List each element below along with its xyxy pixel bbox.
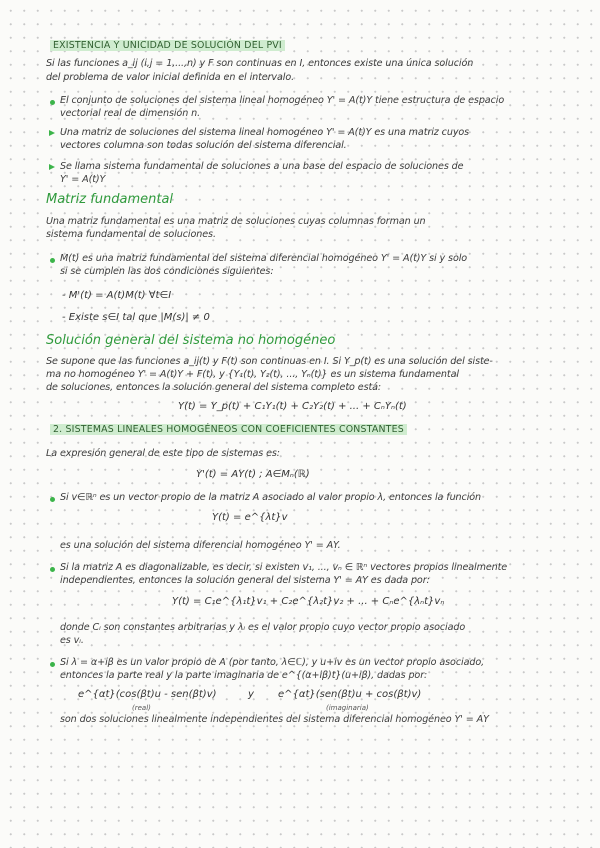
diag-line-2: independientes, entonces la solución general del sistema Y' = AY es dada por:	[60, 575, 430, 586]
diag-after-2: es vᵢ.	[60, 635, 84, 646]
complex-line-1: Si λ = α+iβ es un valor propio de A (por tanto, λ∈ℂ), y u+iv es un vector propio asociado,	[60, 657, 485, 668]
eig-after: es una solución del sistema diferencial homogéneo Y' = AY.	[60, 540, 341, 551]
label-real: (real)	[132, 704, 151, 712]
label-imaginaria: (imaginaria)	[326, 704, 369, 712]
p3-line-2: Y' = A(t)Y	[60, 174, 106, 185]
sec2-equation: Y'(t) = AY(t) ; A∈Mₙ(ℝ)	[196, 469, 310, 480]
complex-line-2: entonces la parte real y la parte imaginaria de e^{(α+iβ)t}(u+iβ), dadas por:	[60, 670, 428, 681]
diag-equation: Y(t) = C₁e^{λ₁t}v₁ + C₂e^{λ₂t}v₂ + ... + Cₙe^{λₙt}vₙ	[172, 596, 445, 607]
eig-line: Si v∈ℝⁿ es un vector propio de la matriz A asociado al valor propio λ, entonces la función	[60, 492, 482, 503]
eig-equation: Y(t) = e^{λt}v	[212, 512, 288, 523]
matriz-cond-line-2: si se cumplen las dos condiciones siguientes:	[60, 266, 274, 277]
bullet-icon	[50, 567, 55, 572]
complex-final: son dos soluciones linealmente independientes del sistema diferencial homogéneo Y' = AY	[60, 714, 489, 725]
p1-line-1: El conjunto de soluciones del sistema lineal homogéneo Y' = A(t)Y tiene estructura de espacio	[60, 95, 505, 106]
bullet-icon	[50, 100, 55, 105]
condition-1: - M'(t) = A(t)M(t) ∀t∈I	[62, 290, 172, 301]
p1-line-2: vectorial real de dimensión n.	[60, 108, 201, 119]
bullet-icon	[50, 662, 55, 667]
triangle-bullet-icon	[49, 164, 55, 170]
triangle-bullet-icon	[49, 130, 55, 136]
diag-after-1: donde Cᵢ son constantes arbitrarias y λᵢ es el valor propio cuyo vector propio asociado	[60, 622, 466, 633]
intro-line-1: Si las funciones a_ij (i,j = 1,...,n) y F son continuas en I, entonces existe una única solución	[46, 58, 474, 69]
complex-conjunction: y	[248, 689, 254, 700]
p3-line-1: Se llama sistema fundamental de soluciones a una base del espacio de soluciones de	[60, 161, 464, 172]
sol-line-3: de soluciones, entonces la solución general del sistema completo está:	[46, 382, 382, 393]
matriz-cond-line-1: M(t) es una matriz fundamental del sistema diferencial homogéneo Y' = A(t)Y si y solo	[60, 253, 468, 264]
sol-line-2: ma no homogéneo Y' = A(t)Y + F(t), y {Y₁(t), Y₂(t), ..., Yₙ(t)} es un sistema fundamental	[46, 369, 459, 380]
sol-equation: Y(t) = Y_p(t) + C₁Y₁(t) + C₂Y₂(t) + ... + CₙYₙ(t)	[178, 401, 407, 412]
complex-equation-2: e^{αt}(sen(βt)u + cos(βt)v)	[278, 689, 422, 700]
matriz-def-line-2: sistema fundamental de soluciones.	[46, 229, 216, 240]
complex-equation-1: e^{αt}(cos(βt)u - sen(βt)v)	[78, 689, 217, 700]
bullet-icon	[50, 497, 55, 502]
sec2-intro: La expresión general de este tipo de sistemas es:	[46, 448, 280, 459]
section-title-existence: EXISTENCIA Y UNICIDAD DE SOLUCIÓN DEL PVI	[50, 40, 285, 51]
heading-matriz-fundamental: Matriz fundamental	[46, 192, 174, 207]
bullet-icon	[50, 258, 55, 263]
p2-line-2: vectores columna son todas solución del sistema diferencial.	[60, 140, 347, 151]
diag-line-1: Si la matriz A es diagonalizable, es decir, si existen v₁, ..., vₙ ∈ ℝⁿ vectores propios linealmente	[60, 562, 508, 573]
sol-line-1: Se supone que las funciones a_ij(t) y F(t) son continuas en I. Si Y_p(t) es una solución del siste-	[46, 356, 493, 367]
condition-2: - Existe s∈I tal que |M(s)| ≠ 0	[62, 312, 210, 323]
heading-solucion-general: Solución general del sistema no homogéneo	[46, 333, 336, 348]
matriz-def-line-1: Una matriz fundamental es una matriz de soluciones cuyas columnas forman un	[46, 216, 426, 227]
p2-line-1: Una matriz de soluciones del sistema lineal homogéneo Y' = A(t)Y es una matriz cuyos	[60, 127, 470, 138]
section-title-2: 2. SISTEMAS LINEALES HOMOGÉNEOS CON COEFICIENTES CONSTANTES	[50, 424, 407, 435]
intro-line-2: del problema de valor inicial definida en el intervalo.	[46, 72, 295, 83]
